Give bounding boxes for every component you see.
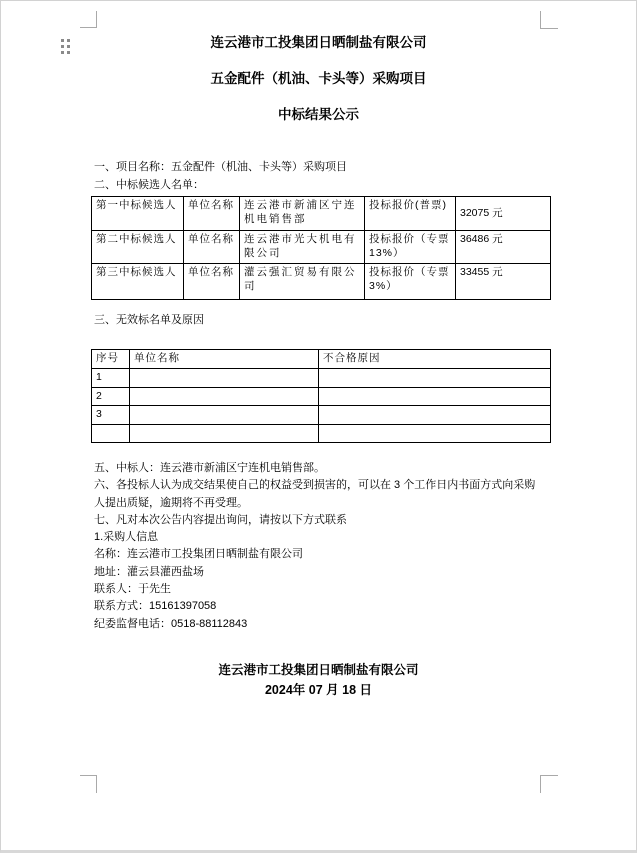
section-7-contact-notice: 七、凡对本次公告内容提出询问，请按以下方式联系 [94,513,347,526]
price-value: 33455 元 [456,264,551,300]
unit-name: 连云港市新浦区宁连机电销售部 [240,197,365,231]
signature-date: 2024年 07 月 18 日 [264,683,372,697]
invalid-table-header-row [92,350,551,369]
signature-company: 连云港市工投集团日晒制盐有限公司 [218,663,419,677]
invalid-row-4 [92,424,551,442]
invalid-row-1 [92,369,551,388]
candidate-row-2 [92,231,551,264]
price-value: 36486 元 [456,231,551,264]
reason-cell [319,387,551,406]
body-paragraphs [94,460,543,633]
seq-cell: 2 [92,387,130,406]
unit-label: 单位名称 [184,231,240,264]
invalid-bids-table [91,349,551,443]
title-announcement: 中标结果公示 [278,107,359,122]
unit-name: 连云港市光大机电有限公司 [240,231,365,264]
purchaser-name-line: 名称：连云港市工投集团日晒制盐有限公司 [94,548,303,561]
title-company: 连云港市工投集团日晒制盐有限公司 [210,35,427,50]
unit-label: 单位名称 [184,264,240,300]
page-corner-mark-bottom-right-icon [540,775,558,793]
signature-block [1,660,636,700]
seq-cell [92,424,130,442]
reason-cell [319,424,551,442]
section-5-winner: 五、中标人：连云港市新浦区宁连机电销售部。 [94,462,325,474]
header-reason: 不合格原因 [319,350,551,369]
candidate-rank: 第三中标候选人 [92,264,184,300]
unit-cell [130,369,319,388]
unit-name: 灌云强汇贸易有限公司 [240,264,365,300]
seq-cell: 1 [92,369,130,388]
section-6-objection-notice: 六、各投标人认为成交结果使自己的权益受到损害的，可以在 3 个工作日内书面方式向采购人提出质疑，逾期将不再受理。 [94,479,536,509]
supervision-phone-line: 纪委监督电话：0518-88112843 [94,617,248,630]
section-1-project-name: 一、项目名称：五金配件（机油、卡头等）采购项目 [94,161,347,173]
candidates-table [91,196,551,300]
document-title-block [1,25,636,133]
invalid-row-2 [92,387,551,406]
section-2-candidate-list-heading: 二、中标候选人名单： [94,179,204,191]
title-project: 五金配件（机油、卡头等）采购项目 [210,71,427,86]
unit-cell [130,424,319,442]
page-corner-mark-bottom-left-icon [80,775,97,793]
unit-cell [130,387,319,406]
candidate-rank: 第一中标候选人 [92,197,184,231]
unit-cell [130,406,319,425]
purchaser-phone-line: 联系方式：15161397058 [94,600,217,613]
section-3-invalid-bids-heading: 三、无效标名单及原因 [94,314,204,326]
unit-label: 单位名称 [184,197,240,231]
invalid-row-3 [92,406,551,425]
purchaser-info-heading: 1.采购人信息 [94,531,159,544]
header-seq: 序号 [92,350,130,369]
price-label: 投标报价（专票3%） [365,264,456,300]
reason-cell [319,406,551,425]
candidate-row-3 [92,264,551,300]
purchaser-address-line: 地址：灌云县灌西盐场 [94,565,204,578]
price-value: 32075 元 [456,197,551,231]
reason-cell [319,369,551,388]
header-unit-name: 单位名称 [130,350,319,369]
seq-cell: 3 [92,406,130,425]
purchaser-contact-person-line: 联系人：于先生 [94,583,171,596]
price-label: 投标报价（专票13%） [365,231,456,264]
price-label: 投标报价(普票) [365,197,456,231]
candidate-row-1 [92,197,551,231]
candidate-rank: 第二中标候选人 [92,231,184,264]
